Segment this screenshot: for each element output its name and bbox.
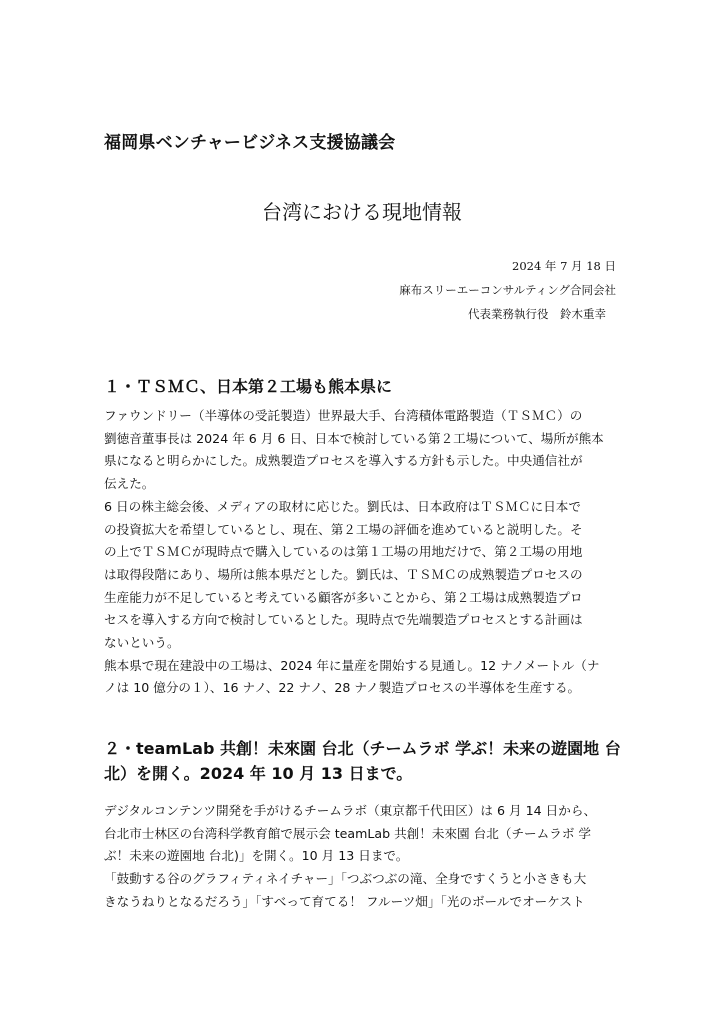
section-1-body (104, 405, 624, 700)
paragraph-line: セスを導入する方向で検討しているとした。現時点で先端製造プロセスとする計画は (104, 612, 583, 628)
paragraph-line: 県になると明らかにした。成熟製造プロセスを導入する方針も示した。中央通信社が (104, 453, 583, 469)
company-name: 麻布スリーエーコンサルティング合同会社 (399, 283, 616, 297)
section-1-heading: １・ＴＳＭＣ、日本第２工場も熊本県に (104, 377, 393, 396)
paragraph-line: ファウンドリー（半導体の受託製造）世界最大手、台湾積体電路製造（ＴＳＭＣ）の (104, 408, 583, 423)
paragraph-line: きなうねりとなるだろう」「すべって育てる！ フルーツ畑」「光のボールでオーケスト (104, 893, 585, 909)
paragraph-line: 劉徳音董事長は 2024 年 6 月 6 日、日本で検討している第２工場について、場所が熊本 (104, 430, 604, 446)
paragraph-line: ないという。 (104, 635, 180, 651)
paragraph-line: デジタルコンテンツ開発を手がけるチームラボ（東京都千代田区）は 6 月 14 日から、 (104, 803, 597, 818)
section-2-body (104, 800, 624, 914)
paragraph-line: の投資拡大を希望しているとし、現在、第２工場の評価を進めていると説明した。そ (104, 521, 583, 537)
organization-name: 福岡県ベンチャービジネス支援協議会 (104, 133, 396, 153)
paragraph-line: 「鼓動する谷のグラフィティネイチャー」「つぶつぶの滝、全身ですくうと小さきも大 (104, 871, 587, 887)
representative-name: 代表業務執行役 鈴木重幸 (468, 307, 606, 321)
paragraph-line: 台北市士林区の台湾科学教育館で展示会 teamLab 共創！未來園 台北（チームラボ 学 (104, 825, 592, 841)
paragraph-line: 伝えた。 (104, 476, 155, 492)
document-date: 2024 年 7 月 18 日 (512, 259, 616, 273)
paragraph-line: の上でＴＳＭＣが現時点で購入しているのは第１工場の用地だけで、第２工場の用地 (104, 544, 583, 560)
document-meta (399, 254, 616, 326)
paragraph-line: 生産能力が不足していると考えている顧客が多いことから、第２工場は成熟製造プロ (104, 589, 583, 605)
document-title: 台湾における現地情報 (262, 200, 462, 224)
paragraph-line: 熊本県で現在建設中の工場は、2024 年に量産を開始する見通し。12 ナノメートル（ナ (104, 657, 600, 673)
paragraph-line: は取得段階にあり、場所は熊本県だとした。劉氏は、ＴＳＭＣの成熟製造プロセスの (104, 566, 583, 582)
paragraph-line: 6 日の株主総会後、メディアの取材に応じた。劉氏は、日本政府はＴＳＭＣに日本で (104, 498, 581, 514)
paragraph-line: ぶ！未来の遊園地 台北)」を開く。10 月 13 日まで。 (104, 848, 409, 864)
paragraph-line: ノは 10 億分の１）、16 ナノ、22 ナノ、28 ナノ製造プロセスの半導体を生産する。 (104, 680, 581, 696)
section-2-heading: ２・teamLab 共創！未來園 台北（チームラボ 学ぶ！未来の遊園地 台北）を開く。2024 年 10 月 13 日まで。 (104, 739, 621, 783)
